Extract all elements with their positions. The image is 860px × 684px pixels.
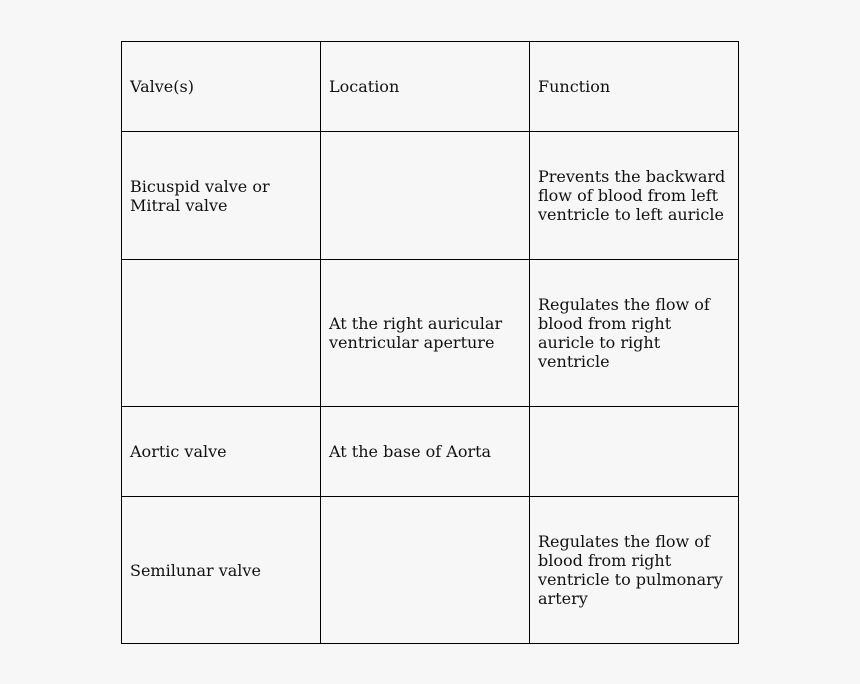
table-cell-function (530, 407, 739, 497)
table-cell-location (321, 132, 530, 260)
header-cell-function: Function (530, 42, 739, 132)
header-cell-location: Location (321, 42, 530, 132)
table-cell-function: Prevents the backward flow of blood from left ventricle to left auricle (530, 132, 739, 260)
table-cell-function: Regulates the flow of blood from right ventricle to pulmonary artery (530, 497, 739, 644)
table-cell-valve: Semilunar valve (122, 497, 321, 644)
table-cell-location (321, 497, 530, 644)
table-row (122, 132, 739, 260)
table-cell-valve: Aortic valve (122, 407, 321, 497)
table-cell-location: At the right auricular ventricular aperture (321, 260, 530, 407)
table-cell-valve (122, 260, 321, 407)
table-cell-function: Regulates the flow of blood from right auricle to right ventricle (530, 260, 739, 407)
header-cell-valves: Valve(s) (122, 42, 321, 132)
table-row (122, 497, 739, 644)
table-row (122, 260, 739, 407)
table-header-row (122, 42, 739, 132)
table-cell-valve: Bicuspid valve or Mitral valve (122, 132, 321, 260)
table-row (122, 407, 739, 497)
heart-valves-table (121, 41, 739, 644)
table-cell-location: At the base of Aorta (321, 407, 530, 497)
